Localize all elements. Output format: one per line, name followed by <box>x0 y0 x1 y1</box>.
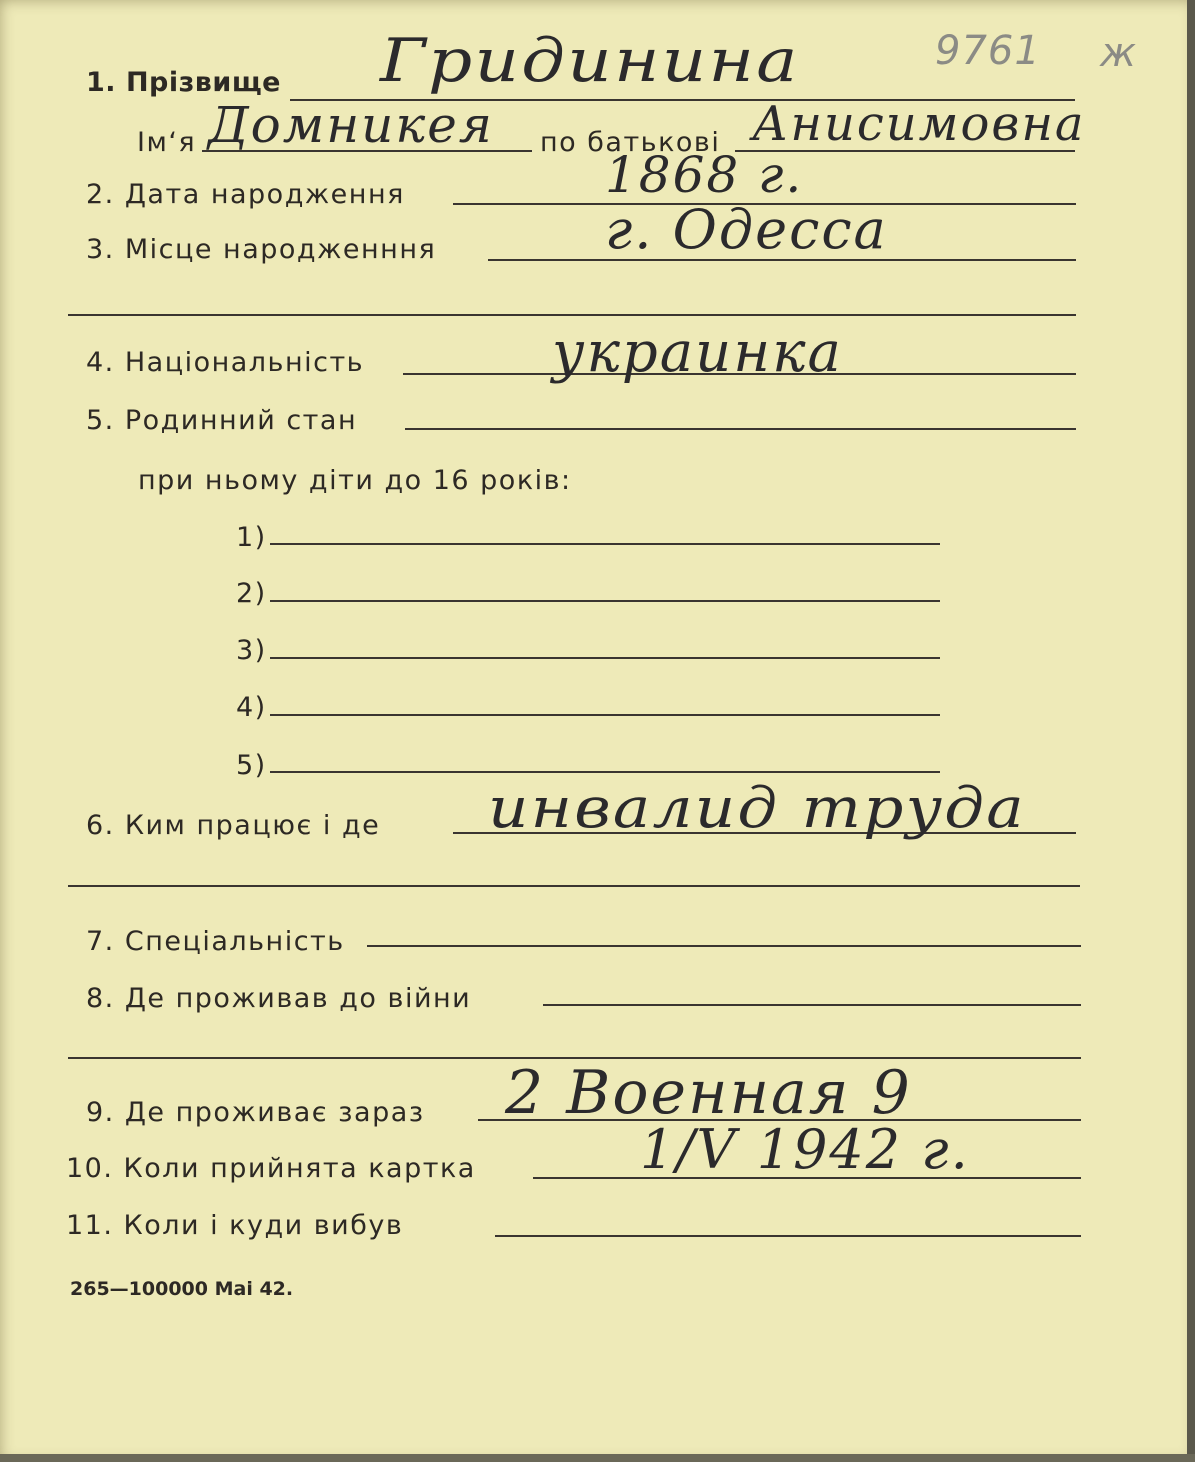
marital-status-label: 5. Родинний стан <box>86 405 358 436</box>
current-residence-label: 9. Де проживає зараз <box>86 1097 425 1128</box>
child-2-label: 2) <box>236 578 267 609</box>
child-4-line <box>270 714 940 716</box>
surname-label: 1. Прізвище <box>86 67 281 98</box>
specialty-line <box>367 945 1081 947</box>
child-1-label: 1) <box>236 522 267 553</box>
first-name-value: Домникея <box>208 96 494 154</box>
specialty-label: 7. Спеціальність <box>86 926 345 957</box>
prewar-residence-label: 8. Де проживав до війни <box>86 983 472 1014</box>
birth-date-label: 2. Дата народження <box>86 179 405 210</box>
child-5-line <box>270 771 940 773</box>
child-1-line <box>270 543 940 545</box>
child-5-label: 5) <box>236 750 267 781</box>
birth-place-extra-line <box>68 314 1076 316</box>
occupation-label: 6. Ким працює і де <box>86 810 381 841</box>
child-4-label: 4) <box>236 692 267 723</box>
birth-place-value: г. Одесса <box>605 198 888 261</box>
child-3-line <box>270 657 940 659</box>
child-3-label: 3) <box>236 635 267 666</box>
corner-mark: ж <box>1100 30 1138 76</box>
nationality-value: украинка <box>552 320 843 385</box>
children-label: при ньому діти до 16 років: <box>138 465 572 496</box>
printer-imprint: 265—100000 Mai 42. <box>70 1278 294 1300</box>
card-accepted-label: 10. Коли прийнята картка <box>66 1153 476 1184</box>
archive-number: 9761 <box>935 28 1041 74</box>
departed-line <box>495 1235 1081 1237</box>
surname-value: Гридинина <box>380 26 800 96</box>
birth-place-label: 3. Місце народженння <box>86 234 437 265</box>
occupation-value: инвалид труда <box>488 776 1026 841</box>
card-edge-right <box>1187 0 1195 1462</box>
card-accepted-value: 1/V 1942 г. <box>640 1118 970 1181</box>
child-2-line <box>270 600 940 602</box>
card-edge-bottom <box>0 1454 1195 1462</box>
current-residence-value: 2 Военная 9 <box>505 1058 912 1128</box>
patronymic-label: по батькові <box>540 127 721 158</box>
departed-label: 11. Коли і куди вибув <box>66 1210 404 1241</box>
marital-status-line <box>405 428 1076 430</box>
prewar-residence-line <box>543 1004 1081 1006</box>
birth-date-value: 1868 г. <box>605 146 804 204</box>
first-name-label: Ім‘я <box>137 127 197 158</box>
patronymic-value: Анисимовна <box>752 96 1086 152</box>
nationality-label: 4. Національність <box>86 347 365 378</box>
occupation-extra-line <box>68 885 1080 887</box>
